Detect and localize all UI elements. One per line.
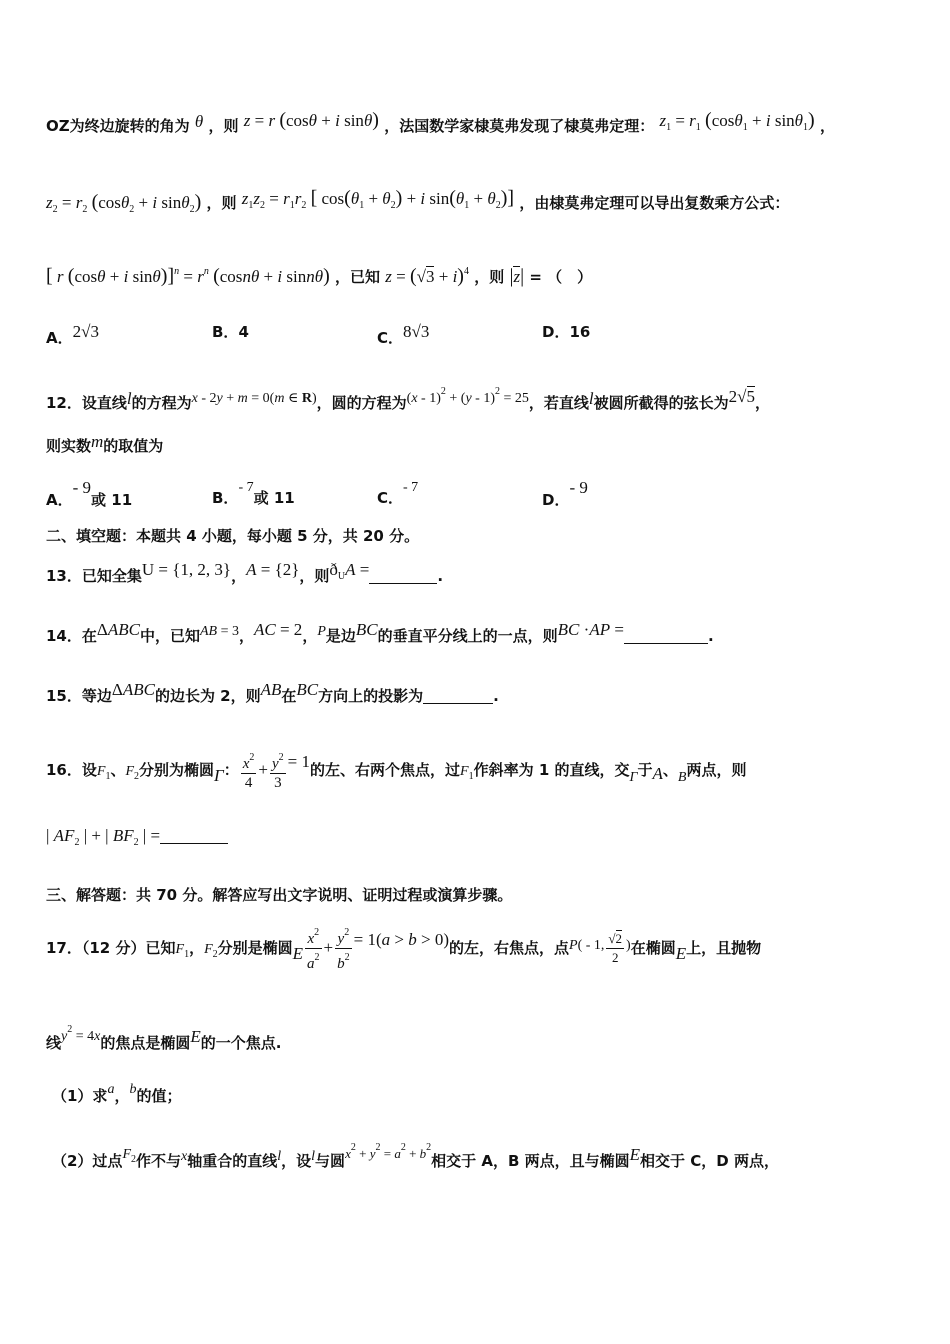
text: （2）过点 [52, 1152, 123, 1170]
text: 等边 [81, 687, 112, 705]
option-value: - 7 [238, 480, 254, 495]
option-value: 8√3 [403, 322, 430, 341]
math-fraction-y: $\frac{y^2}{b^2}$ [335, 924, 352, 973]
score: （12 分） [81, 939, 146, 957]
math-bc: BC [296, 680, 319, 699]
option-label: B． [212, 489, 239, 507]
math-e: E [629, 1145, 641, 1164]
text: （1）求 [52, 1087, 108, 1105]
text: 已知全集 [81, 567, 142, 585]
math-p: P [317, 624, 326, 639]
q12-option-a [46, 478, 132, 510]
question-number: 15． [46, 687, 82, 705]
text: ： [223, 761, 239, 779]
text: 轴重合的直线 [187, 1152, 278, 1170]
text: = （ ） [529, 268, 593, 286]
math-chord: 2√5 [728, 387, 755, 406]
q17-line-2 [46, 1020, 281, 1053]
math-ab: AB = 3 [199, 624, 239, 639]
text: ，已知 [334, 268, 380, 286]
text: ，若直线 [528, 394, 589, 412]
section-2-heading: 二、填空题：本题共 4 小题，每小题 5 分，共 20 分。 [46, 527, 420, 545]
text: 相交于 C，D 两点， [640, 1152, 779, 1170]
text: ， [231, 567, 247, 585]
math-a: a [107, 1082, 115, 1097]
text: 被圆所截得的弦长为 [593, 394, 729, 412]
math-fraction-x: $\frac{x^2}{4}$ [241, 749, 257, 792]
section-3-heading: 三、解答题：共 70 分。解答应写出文字说明、证明过程或演算步骤。 [46, 886, 513, 904]
text: ，则 [474, 268, 505, 286]
option-label: B． [212, 323, 239, 341]
text: ，则 [206, 194, 237, 212]
option-value: - 9 [569, 478, 588, 497]
answer-blank[interactable] [423, 687, 493, 704]
math-dot-product: BC ·AP = [557, 620, 624, 639]
q12-option-d [542, 478, 588, 510]
q13: 13．已知全集U = {1, 2, 3}，A = {2}，则$ð_UA$ = . [46, 560, 444, 585]
q12-option-c [377, 478, 418, 508]
q15: 15．等边ΔABC的边长为 2，则AB在BC方向上的投影为 . [46, 680, 499, 705]
text: 于 [637, 761, 653, 779]
math-circle: $x^2 + y^2 = a^2 + b^2$ [345, 1142, 432, 1161]
text: 线 [46, 1034, 62, 1052]
text: 在 [81, 627, 97, 645]
option-label: A． [46, 329, 73, 347]
question-number: 17． [46, 939, 82, 957]
text: OZ为终边旋转的角为 [46, 117, 190, 135]
text: 已知 [145, 939, 176, 957]
text: 的垂直平分线上的一点，则 [377, 627, 558, 645]
q12-line-1 [46, 382, 770, 413]
math-a: A [652, 764, 663, 783]
text: 的一个焦点. [200, 1034, 282, 1052]
math-equals-one: = 1 [287, 752, 311, 771]
text: 的左，右焦点，点 [448, 939, 569, 957]
math-line-eq: x - 2y + m = 0(m ∈ R) [191, 391, 317, 406]
question-number: 16． [46, 761, 82, 779]
text: 上，且抛物 [686, 939, 762, 957]
math-e: E [675, 944, 687, 963]
option-value: 16 [569, 323, 591, 341]
text: ， [238, 627, 254, 645]
math-l: l [126, 389, 132, 408]
text: 设 [81, 761, 97, 779]
math-universe: U = {1, 2, 3} [141, 560, 232, 579]
math-fraction-x: $\frac{x^2}{a^2}$ [305, 924, 322, 973]
math-gamma: Γ [629, 770, 638, 785]
math-x: x [181, 1149, 188, 1164]
text: 相交于 A，B 两点，且与椭圆 [431, 1152, 630, 1170]
q12-option-b [212, 478, 295, 508]
math-power: [ r (cosθ + i $\sin\theta)]^n = r^n$ (cosnθ + i sinnθ) [46, 265, 330, 287]
text: 的值； [136, 1087, 182, 1105]
math-point-p: P( - 1, [569, 938, 605, 953]
answer-blank[interactable] [624, 627, 708, 644]
option-label: A． [46, 491, 73, 509]
answer-blank[interactable] [160, 827, 228, 844]
text: 的焦点是椭圆 [100, 1034, 191, 1052]
option-value: - 7 [403, 480, 419, 495]
text: 设直线 [81, 394, 127, 412]
math-f2: $F_2$ [122, 1147, 136, 1165]
line-2 [46, 188, 789, 220]
q16-line-2 [46, 826, 228, 853]
question-number: 13． [46, 567, 82, 585]
question-number: 14． [46, 627, 82, 645]
math-complement: $ð_UA$ = [329, 560, 370, 582]
option-label: C． [377, 489, 404, 507]
math-product: $z_1z_2 = r_1r_2$ [ $\cos(\theta_1 + \theta_2) + i$ $\sin(\theta_1 + \theta_2)$] [241, 187, 515, 211]
text: ，由棣莫弗定理可以导出复数乘方公式： [519, 194, 790, 212]
text: ，则 [299, 567, 330, 585]
math-f2: $F_2$ [204, 942, 218, 960]
text: 分别为椭圆 [139, 761, 215, 779]
text: ， [189, 939, 205, 957]
math-z-given: $z = (√3 + i)^4$ [385, 265, 469, 287]
option-extra: 或 11 [253, 489, 295, 507]
math-z-polar: z = r (cosθ + i sinθ) [243, 109, 379, 131]
option-value: 4 [238, 323, 249, 341]
text: 与圆 [315, 1152, 346, 1170]
text: 中，已知 [139, 627, 200, 645]
math-bc: BC [355, 620, 378, 639]
math-triangle: ΔABC [96, 620, 140, 639]
math-condition: = 1(a > b > 0) [353, 930, 449, 949]
text: 在 [281, 687, 297, 705]
math-l: l [311, 1149, 316, 1164]
text: ，设 [281, 1152, 312, 1170]
math-parabola: $y^2 = 4x$ [61, 1024, 101, 1044]
math-f1: $F_1$ [175, 942, 190, 960]
text: 在椭圆 [630, 939, 676, 957]
text: 的左、右两个焦点，过 [310, 761, 461, 779]
text: ， [819, 117, 835, 135]
q11-option-a [46, 322, 99, 348]
math-b: B [677, 770, 687, 785]
math-m: m [91, 432, 104, 451]
math-theta: θ [194, 112, 204, 131]
q17-part-1 [52, 1080, 181, 1106]
math-abs-zbar: |z| [509, 265, 525, 287]
math-fraction-y: $\frac{y^2}{3}$ [270, 749, 286, 792]
math-ab: AB [260, 680, 282, 699]
math-f2: $F_2$ [125, 764, 140, 782]
math-circle-eq: (x - 1)$^2$ + (y - 1)$^2$ = 25 [406, 386, 529, 406]
text: 作斜率为 1 的直线，交 [473, 761, 630, 779]
text: ，法国数学家棣莫弗发现了棣莫弗定理： [384, 117, 655, 135]
text: 的边长为 2，则 [154, 687, 261, 705]
math-z1: $z_1 = r_1$ (cosθ$_1$ + i sinθ$_1$) [659, 109, 815, 133]
question-number: 12． [46, 394, 82, 412]
option-value: - 9 [72, 478, 92, 497]
option-label: D． [542, 491, 570, 509]
option-extra: 或 11 [91, 491, 133, 509]
q11-option-c [377, 322, 429, 348]
text: 的方程为 [131, 394, 192, 412]
text: 方向上的投影为 [318, 687, 424, 705]
math-b: b [129, 1082, 137, 1097]
q14: 14．在ΔABC中，已知AB = 3，AC = 2，P是边BC的垂直平分线上的一点，则BC ·AP = . [46, 620, 714, 645]
q11-option-d [542, 322, 590, 342]
math-e: E [190, 1027, 201, 1046]
math-e: E [292, 944, 304, 963]
math-l: l [588, 389, 594, 408]
text: 作不与 [136, 1152, 182, 1170]
text: 的取值为 [103, 437, 164, 455]
math-sum-distances: | $AF_2$ | + | $BF_2$ | = [46, 826, 161, 848]
math-fraction-sqrt2: $\frac{√2}{2}$ [608, 931, 623, 965]
math-z2: $z_2 = r_2$ (cosθ$_2$ + i sinθ$_2$) [46, 191, 202, 215]
line-3 [46, 262, 592, 287]
text: ，圆的方程为 [316, 394, 407, 412]
text: 分别是椭圆 [217, 939, 293, 957]
math-l: l [277, 1149, 282, 1164]
option-label: C． [377, 329, 404, 347]
q17-line-1: 17．（12 分）已知$F_1$，$F_2$分别是椭圆E $\frac{x^2}{a^2}$ + $\frac{y^2}{b^2}$ = 1(a > b > 0)的左，右焦点，点P( - 1, $\frac{√2}{2}$ )在椭圆E上，且抛物 [46, 918, 761, 977]
text: 、 [110, 761, 126, 779]
math-triangle: ΔABC [111, 680, 155, 699]
q11-option-b [212, 322, 249, 342]
math-ac: AC = 2 [253, 620, 303, 639]
text: ， [302, 627, 318, 645]
math-set-a: A = {2} [246, 560, 300, 579]
math-gamma: Γ [214, 766, 224, 785]
math-f1: $F_1$ [96, 764, 111, 782]
option-value: 2√3 [72, 322, 99, 341]
text: 、 [662, 761, 678, 779]
option-label: D． [542, 323, 570, 341]
math-f1: $F_1$ [460, 764, 474, 782]
text: ， [755, 394, 771, 412]
q17-part-2 [52, 1138, 779, 1171]
q16-line-1: 16．设$F_1$、$F_2$分别为椭圆Γ： $\frac{x^2}{4}$ + $\frac{y^2}{3}$ = 1的左、右两个焦点，过$F_1$作斜率为 1 的直线，交Γ于A、B两点，则 [46, 742, 746, 798]
text: 则实数 [46, 437, 92, 455]
text: ，则 [208, 117, 239, 135]
text: 两点，则 [686, 761, 747, 779]
q12-line-2 [46, 432, 163, 456]
text: 是边 [325, 627, 356, 645]
text: ， [114, 1087, 130, 1105]
line-1 [46, 110, 835, 138]
answer-blank[interactable] [369, 567, 437, 584]
